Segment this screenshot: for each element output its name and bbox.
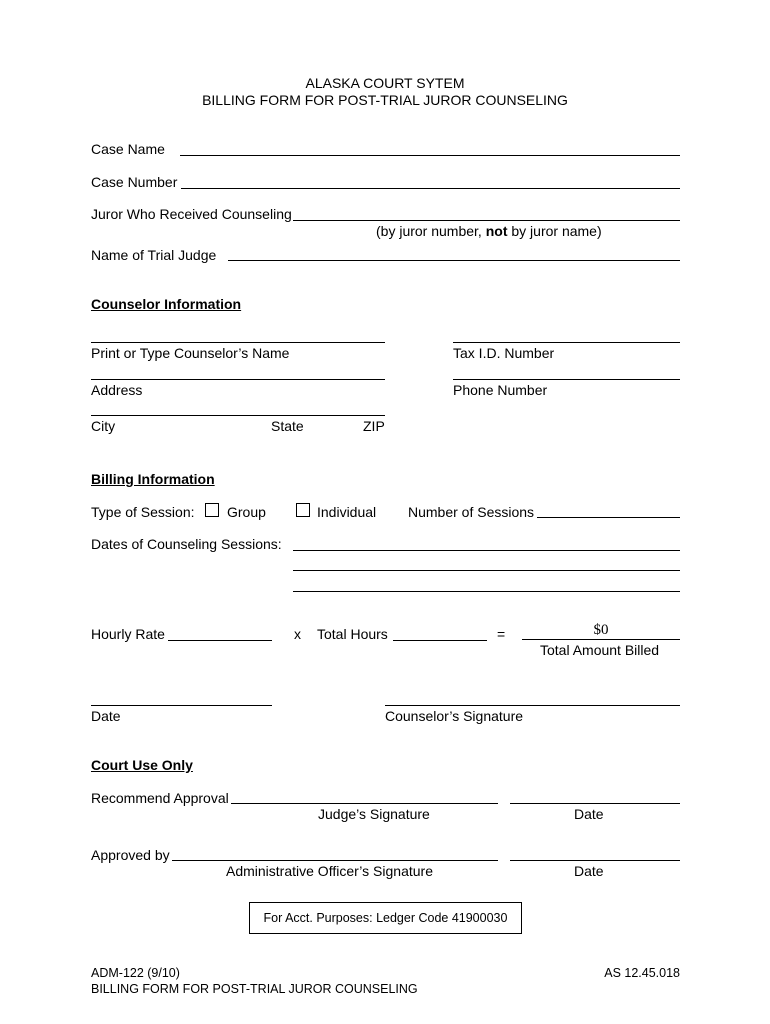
recommend-approval-label: Recommend Approval	[91, 790, 229, 806]
counselor-name-label: Print or Type Counselor’s Name	[91, 345, 290, 361]
case-name-label: Case Name	[91, 141, 165, 157]
admin-signature-field[interactable]	[172, 860, 498, 861]
phone-field[interactable]	[453, 379, 680, 380]
total-hours-field[interactable]	[393, 640, 487, 641]
tax-id-field[interactable]	[453, 342, 680, 343]
phone-label: Phone Number	[453, 382, 548, 398]
court-use-heading: Court Use Only	[91, 757, 193, 773]
counselor-heading: Counselor Information	[91, 296, 242, 312]
equals-sign: =	[497, 626, 506, 642]
group-checkbox[interactable]	[205, 503, 219, 517]
approved-by-label: Approved by	[91, 847, 170, 863]
juror-field[interactable]	[293, 220, 680, 221]
total-hours-label: Total Hours	[317, 626, 388, 642]
admin-date-label: Date	[574, 863, 604, 879]
state-label: State	[271, 418, 304, 434]
session-type-label: Type of Session:	[91, 504, 195, 520]
form-number: ADM-122 (9/10)	[91, 966, 180, 980]
number-of-sessions-label: Number of Sessions	[408, 504, 535, 520]
hourly-rate-label: Hourly Rate	[91, 626, 165, 642]
statute-reference: AS 12.45.018	[604, 966, 680, 980]
tax-id-label: Tax I.D. Number	[453, 345, 555, 361]
case-name-field[interactable]	[180, 155, 680, 156]
session-dates-label: Dates of Counseling Sessions:	[91, 536, 282, 552]
ledger-code-box: For Acct. Purposes: Ledger Code 41900030	[249, 902, 522, 934]
footer-title: BILLING FORM FOR POST-TRIAL JUROR COUNSELING	[91, 982, 418, 996]
juror-note: (by juror number, not by juror name)	[376, 223, 602, 239]
judge-signature-field[interactable]	[231, 803, 498, 804]
form-title-line1: ALASKA COURT SYTEM	[305, 75, 465, 91]
session-dates-field-3[interactable]	[293, 591, 680, 592]
judge-date-field[interactable]	[510, 803, 680, 804]
counselor-signature-label: Counselor’s Signature	[385, 708, 524, 724]
session-dates-field-1[interactable]	[293, 550, 680, 551]
case-number-field[interactable]	[181, 188, 680, 189]
session-dates-field-2[interactable]	[293, 570, 680, 571]
date-label: Date	[91, 708, 121, 724]
form-title-line2: BILLING FORM FOR POST-TRIAL JUROR COUNSELING	[202, 92, 568, 108]
address-label: Address	[91, 382, 143, 398]
juror-label: Juror Who Received Counseling	[91, 206, 292, 222]
individual-label: Individual	[317, 504, 377, 520]
group-label: Group	[227, 504, 266, 520]
address-field[interactable]	[91, 379, 385, 380]
case-number-label: Case Number	[91, 174, 178, 190]
counselor-signature-field[interactable]	[385, 705, 680, 706]
times-sign: x	[294, 626, 301, 642]
city-label: City	[91, 418, 116, 434]
total-amount-value[interactable]: $0	[593, 622, 609, 638]
judge-signature-label: Judge’s Signature	[318, 806, 430, 822]
hourly-rate-field[interactable]	[168, 640, 272, 641]
trial-judge-field[interactable]	[228, 260, 680, 261]
zip-label: ZIP	[363, 418, 385, 434]
billing-heading: Billing Information	[91, 471, 215, 487]
total-amount-line	[522, 639, 680, 640]
date-field[interactable]	[91, 705, 272, 706]
judge-date-label: Date	[574, 806, 604, 822]
admin-date-field[interactable]	[510, 860, 680, 861]
total-amount-label: Total Amount Billed	[540, 642, 660, 658]
city-state-zip-field[interactable]	[91, 415, 385, 416]
trial-judge-label: Name of Trial Judge	[91, 247, 217, 263]
individual-checkbox[interactable]	[296, 503, 310, 517]
number-of-sessions-field[interactable]	[537, 517, 680, 518]
counselor-name-field[interactable]	[91, 342, 385, 343]
admin-signature-label: Administrative Officer’s Signature	[226, 863, 433, 879]
